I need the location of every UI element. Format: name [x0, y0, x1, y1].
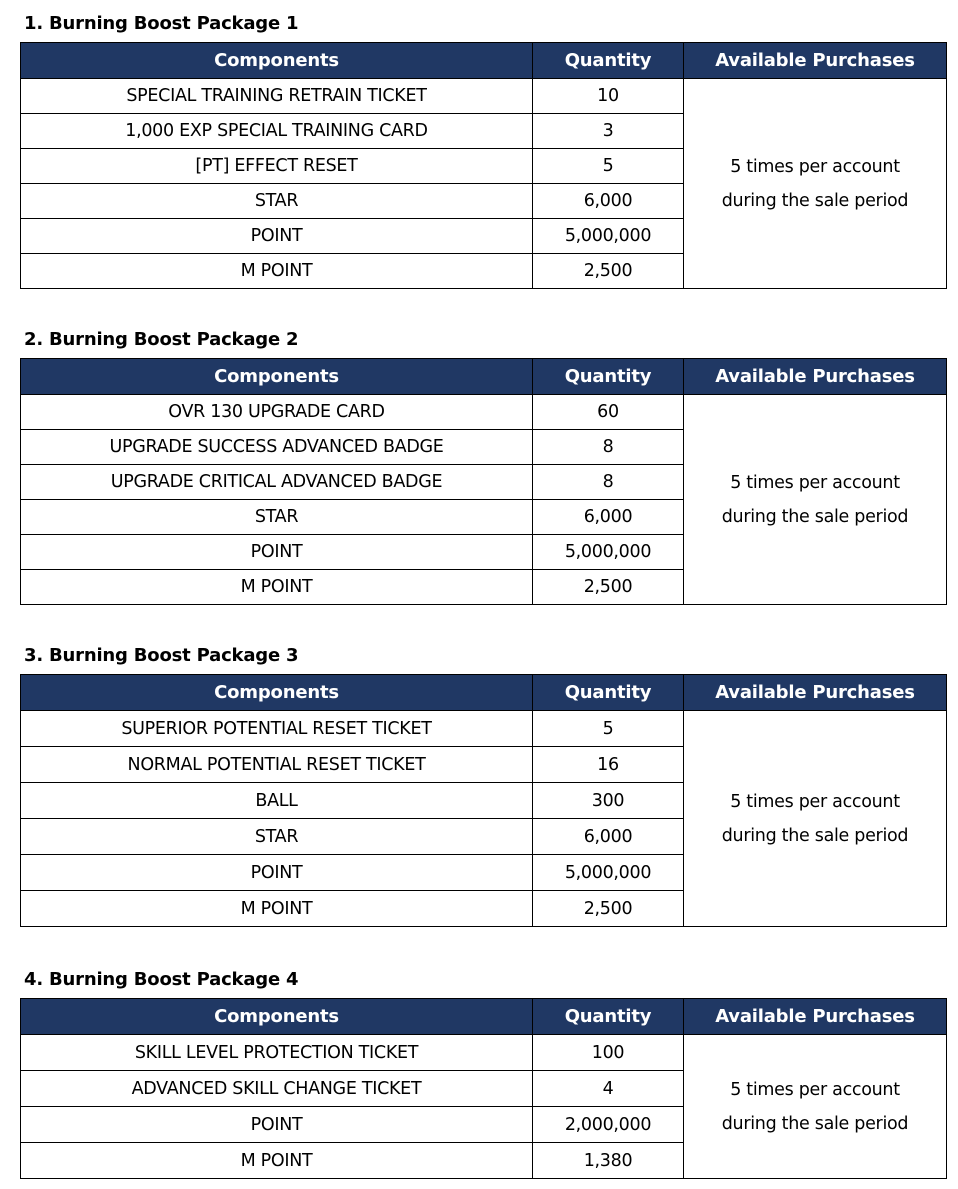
component-cell: BALL	[21, 783, 533, 819]
quantity-cell: 6,000	[533, 819, 684, 855]
quantity-cell: 5,000,000	[533, 855, 684, 891]
table-row	[21, 395, 947, 430]
component-cell: STAR	[21, 500, 533, 535]
table-row	[21, 711, 947, 747]
purchase-limit-line1: 5 times per account	[730, 156, 900, 177]
component-cell: M POINT	[21, 891, 533, 927]
package-table	[20, 998, 947, 1179]
quantity-cell: 6,000	[533, 184, 684, 219]
header-available-purchases: Available Purchases	[684, 999, 947, 1035]
component-cell: M POINT	[21, 254, 533, 289]
quantity-cell: 5,000,000	[533, 219, 684, 254]
quantity-cell: 3	[533, 114, 684, 149]
quantity-cell: 16	[533, 747, 684, 783]
component-cell: POINT	[21, 1107, 533, 1143]
table-header-row	[21, 43, 947, 79]
table-header-row	[21, 359, 947, 395]
component-cell: POINT	[21, 855, 533, 891]
component-cell: NORMAL POTENTIAL RESET TICKET	[21, 747, 533, 783]
quantity-cell: 300	[533, 783, 684, 819]
quantity-cell: 5	[533, 149, 684, 184]
package-title: 2. Burning Boost Package 2	[24, 329, 299, 350]
purchase-limit-line1: 5 times per account	[730, 472, 900, 493]
header-components: Components	[21, 999, 533, 1035]
component-cell: STAR	[21, 819, 533, 855]
package-table	[20, 674, 947, 927]
table-header-row	[21, 999, 947, 1035]
purchase-limit-line2: during the sale period	[721, 1113, 909, 1134]
header-quantity: Quantity	[533, 359, 684, 395]
header-available-purchases: Available Purchases	[684, 675, 947, 711]
quantity-cell: 60	[533, 395, 684, 430]
package-table	[20, 42, 947, 289]
component-cell: SPECIAL TRAINING RETRAIN TICKET	[21, 79, 533, 114]
header-available-purchases: Available Purchases	[684, 43, 947, 79]
available-purchases-cell	[684, 79, 947, 289]
header-available-purchases: Available Purchases	[684, 359, 947, 395]
header-quantity: Quantity	[533, 43, 684, 79]
component-cell: SKILL LEVEL PROTECTION TICKET	[21, 1035, 533, 1071]
quantity-cell: 6,000	[533, 500, 684, 535]
header-quantity: Quantity	[533, 675, 684, 711]
quantity-cell: 2,000,000	[533, 1107, 684, 1143]
purchase-limit-line2: during the sale period	[721, 825, 909, 846]
header-components: Components	[21, 359, 533, 395]
component-cell: STAR	[21, 184, 533, 219]
header-quantity: Quantity	[533, 999, 684, 1035]
component-cell: 1,000 EXP SPECIAL TRAINING CARD	[21, 114, 533, 149]
purchase-limit-line1: 5 times per account	[730, 1079, 900, 1100]
available-purchases-cell	[684, 711, 947, 927]
component-cell: UPGRADE CRITICAL ADVANCED BADGE	[21, 465, 533, 500]
package-title: 3. Burning Boost Package 3	[24, 645, 299, 666]
quantity-cell: 2,500	[533, 891, 684, 927]
quantity-cell: 2,500	[533, 254, 684, 289]
quantity-cell: 5,000,000	[533, 535, 684, 570]
purchase-limit-line2: during the sale period	[721, 190, 909, 211]
component-cell: POINT	[21, 219, 533, 254]
table-row	[21, 1035, 947, 1071]
component-cell: POINT	[21, 535, 533, 570]
quantity-cell: 10	[533, 79, 684, 114]
header-components: Components	[21, 675, 533, 711]
component-cell: [PT] EFFECT RESET	[21, 149, 533, 184]
package-title: 4. Burning Boost Package 4	[24, 969, 299, 990]
component-cell: M POINT	[21, 570, 533, 605]
purchase-limit-line2: during the sale period	[721, 506, 909, 527]
component-cell: M POINT	[21, 1143, 533, 1179]
quantity-cell: 2,500	[533, 570, 684, 605]
component-cell: SUPERIOR POTENTIAL RESET TICKET	[21, 711, 533, 747]
quantity-cell: 1,380	[533, 1143, 684, 1179]
package-table	[20, 358, 947, 605]
quantity-cell: 8	[533, 465, 684, 500]
available-purchases-cell	[684, 1035, 947, 1179]
table-header-row	[21, 675, 947, 711]
header-components: Components	[21, 43, 533, 79]
quantity-cell: 100	[533, 1035, 684, 1071]
quantity-cell: 4	[533, 1071, 684, 1107]
table-row	[21, 79, 947, 114]
available-purchases-cell	[684, 395, 947, 605]
component-cell: OVR 130 UPGRADE CARD	[21, 395, 533, 430]
quantity-cell: 5	[533, 711, 684, 747]
purchase-limit-line1: 5 times per account	[730, 791, 900, 812]
package-title: 1. Burning Boost Package 1	[24, 13, 299, 34]
component-cell: ADVANCED SKILL CHANGE TICKET	[21, 1071, 533, 1107]
component-cell: UPGRADE SUCCESS ADVANCED BADGE	[21, 430, 533, 465]
quantity-cell: 8	[533, 430, 684, 465]
